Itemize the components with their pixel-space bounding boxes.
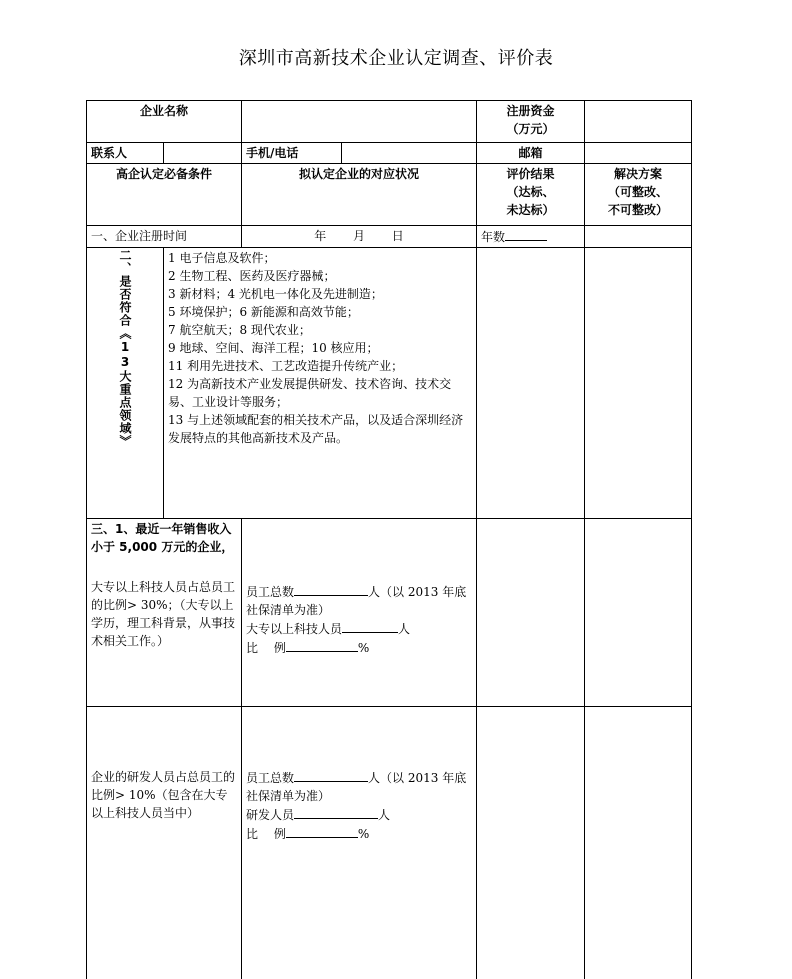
registration-time-label: 一、企业注册时间 [87,226,242,248]
conditions-header: 高企认定必备条件 [87,164,242,226]
contact-field[interactable] [164,143,242,164]
field-item: 2 生物工程、医药及医疗器械； [168,269,336,283]
registration-solution-cell[interactable] [585,226,692,248]
field-list [164,248,477,519]
field-solution-cell[interactable] [585,248,692,519]
email-label: 邮箱 [477,143,585,164]
rd-staff-result-cell[interactable] [477,707,585,979]
tech-staff-condition: 三、1、最近一年销售收入小于 5,000 万元的企业， 大专以上科技人员占总员工的比例> 30%；（大专以上学历，理工科背景，从事技术相关工作。） [87,519,242,707]
field-item: 13 与上述领域配套的相关技术产品，以及适合深圳经济发展特点的其他高新技术及产品。 [168,413,464,445]
company-name-label: 企业名称 [87,101,242,143]
field-item: 12 为高新技术产业发展提供研发、技术咨询、技术交易、工业设计等服务； [168,377,452,409]
email-field[interactable] [585,143,692,164]
company-name-field[interactable] [242,101,477,143]
field-item: 7 航空航天；8 现代农业； [168,323,311,337]
field-item: 1 电子信息及软件； [168,251,276,265]
registered-capital-field[interactable] [585,101,692,143]
registration-date-field[interactable]: 年 月 日 [242,226,477,248]
tech-staff-result-cell[interactable] [477,519,585,707]
field-item: 3 新材料；4 光机电一体化及先进制造； [168,287,383,301]
phone-label: 手机/电话 [242,143,342,164]
field-result-cell[interactable] [477,248,585,519]
years-field[interactable]: 年数 [477,226,585,248]
phone-field[interactable] [342,143,477,164]
tech-staff-status[interactable]: 员工总数 人（以 2013 年底社保清单为准） 大专以上科技人员 人 比 例 % [242,519,477,707]
status-header: 拟认定企业的对应状况 [242,164,477,226]
field-check-vertical-label: 二、是否符合《13大重点领域》 [87,248,164,519]
field-item: 9 地球、空间、海洋工程；10 核应用； [168,341,379,355]
registered-capital-label: 注册资金 （万元） [477,101,585,143]
rd-staff-solution-cell[interactable] [585,707,692,979]
rd-staff-status[interactable]: 员工总数 人（以 2013 年底社保清单为准） 研发人员 人 比 例 % [242,707,477,979]
rd-staff-condition: 企业的研发人员占总员工的比例> 10%（包含在大专以上科技人员当中） [87,707,242,979]
tech-staff-solution-cell[interactable] [585,519,692,707]
field-item: 5 环境保护；6 新能源和高效节能； [168,305,359,319]
result-header: 评价结果 （达标、 未达标） [477,164,585,226]
field-item: 11 利用先进技术、工艺改造提升传统产业； [168,359,404,373]
evaluation-table [86,100,692,979]
page-title: 深圳市高新技术企业认定调查、评价表 [238,48,554,69]
solution-header: 解决方案 （可整改、 不可整改） [585,164,692,226]
contact-label: 联系人 [87,143,164,164]
